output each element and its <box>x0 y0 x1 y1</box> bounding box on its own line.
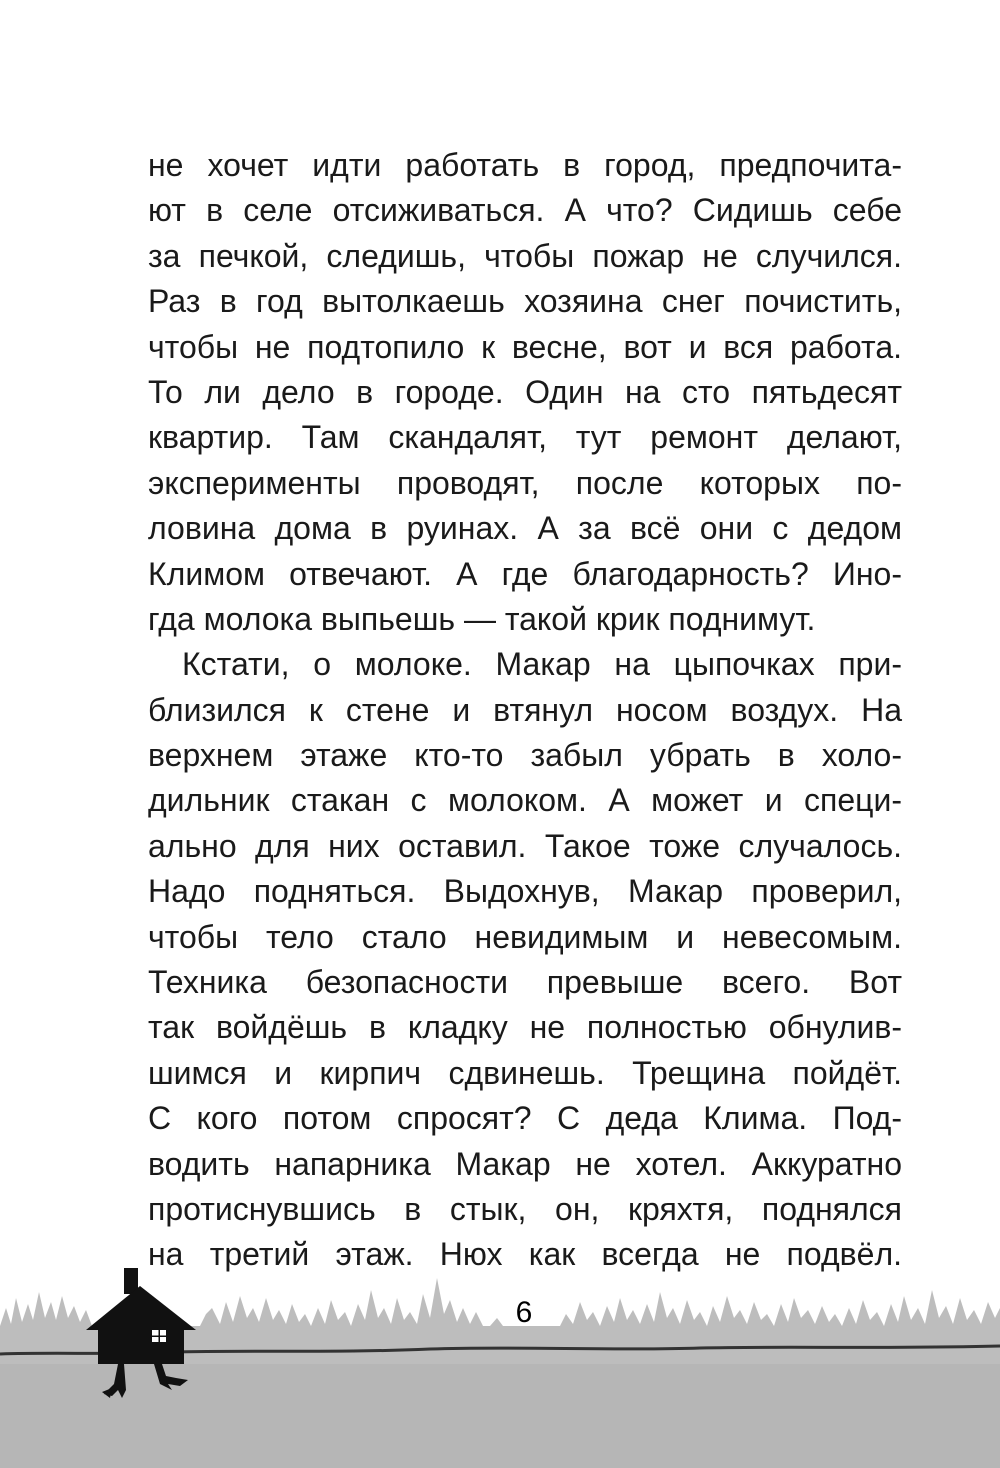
text-line: верхнем этаже кто-то забыл убрать в холо- <box>148 737 902 774</box>
text-line: Надо подняться. Выдохнув, Макар проверил, <box>148 873 902 910</box>
text-line: шимся и кирпич сдвинешь. Трещина пойдёт. <box>148 1054 902 1091</box>
text-line: ловина дома в руинах. А за всё они с дедом <box>148 510 902 547</box>
text-line: Техника безопасности превыше всего. Вот <box>148 964 902 1001</box>
page-number: 6 <box>515 1296 533 1329</box>
text-line: водить напарника Макар не хотел. Аккуратно <box>148 1145 902 1182</box>
text-line: протиснувшись в стык, он, кряхтя, поднялся <box>148 1190 902 1227</box>
text-line: не хочет идти работать в город, предпочита- <box>148 147 902 183</box>
text-line: ально для них оставил. Такое тоже случалось. <box>148 827 902 864</box>
text-line: ют в селе отсиживаться. А что? Сидишь себе <box>148 192 902 229</box>
text-line: Раз в год вытолкаешь хозяина снег почистить, <box>148 283 902 320</box>
text-line: гда молока выпьешь — такой крик поднимут. <box>148 600 816 637</box>
text-line: эксперименты проводят, после которых по- <box>148 464 902 501</box>
body-text <box>148 143 902 1278</box>
text-line: Кстати, о молоке. Макар на цыпочках при- <box>182 646 902 683</box>
text-line: Климом отвечают. А где благодарность? Ино- <box>148 555 902 592</box>
text-line: за печкой, следишь, чтобы пожар не случился. <box>148 237 902 274</box>
text-line: дильник стакан с молоком. А может и специ- <box>148 782 902 819</box>
text-line: чтобы не подтопило к весне, вот и вся работа. <box>148 328 902 365</box>
text-line: квартир. Там скандалят, тут ремонт делают, <box>148 419 902 456</box>
text-line: То ли дело в городе. Один на сто пятьдесят <box>148 373 902 410</box>
text-line: так войдёшь в кладку не полностью обнулив- <box>148 1009 902 1046</box>
text-line: чтобы тело стало невидимым и невесомым. <box>148 918 902 955</box>
text-line: С кого потом спросят? С деда Клима. Под- <box>148 1100 902 1137</box>
text-line: на третий этаж. Нюх как всегда не подвёл. <box>148 1236 902 1273</box>
text-line: близился к стене и втянул носом воздух. На <box>148 691 902 728</box>
